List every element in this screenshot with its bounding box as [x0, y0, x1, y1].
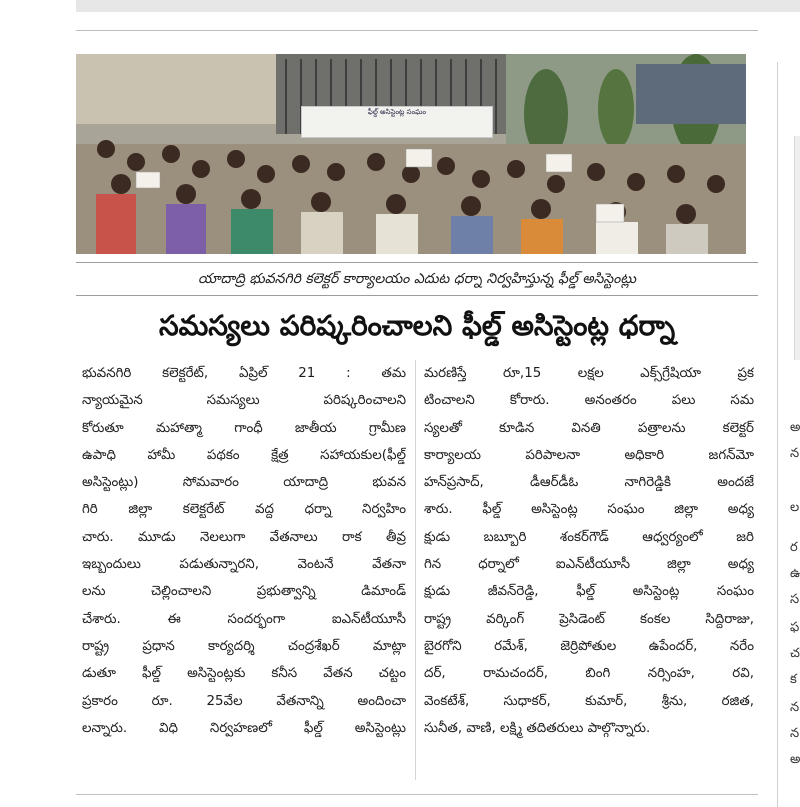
article-column-left	[82, 360, 406, 780]
adjacent-text-fragment: ఉ	[790, 566, 800, 581]
article-line: శారు. ఫీల్డ్ అసిస్టెంట్ల సంఘం జిల్లా అధ్య	[424, 502, 754, 518]
column-divider	[415, 360, 416, 780]
adjacent-text-fragment: న	[790, 446, 800, 461]
article-line: డుతూ ఫీల్డ్ అసిస్టెంట్లకు కనీస వేతన చట్టం	[82, 666, 406, 682]
article-line: దర్, రామచందర్, బింగి నర్సింహ, రవి,	[424, 666, 754, 682]
article-line: గిరి జిల్లా కలెక్టరేట్ వద్ద ధర్నా నిర్వహిం	[82, 502, 406, 518]
top-bar	[76, 0, 800, 12]
protest-banner: ఫీల్డ్ అసిస్టెంట్ల సంఘం	[301, 106, 493, 138]
article-line: క్షుడు బబ్బూరి శంకర్‌గౌడ్ ఆధ్వర్యంలో జరి	[424, 529, 754, 545]
adjacent-text-fragment: న	[790, 700, 800, 715]
adjacent-text-fragment: ల	[790, 500, 800, 515]
article-line: ఇబ్బందులు పడుతున్నారని, వెంటనే వేతనా	[82, 557, 406, 573]
adjacent-text-fragment: చ	[790, 646, 800, 661]
adjacent-text-fragment: ర	[790, 540, 798, 555]
article-line: హన్‌ప్రసాద్, డీఆర్‌డీఓ నాగిరెడ్డికి అందజే	[424, 475, 754, 491]
article-line: టించాలని కోరారు. అనంతరం పలు సమ	[424, 393, 754, 409]
article-line: రాష్ట్ర వర్కింగ్ ప్రెసిడెంట్ కంకల సిద్దిరాజు,	[424, 611, 754, 627]
article-line: చారు. మూడు నెలలుగా వేతనాలు రాక తీవ్ర	[82, 529, 406, 545]
bottom-divider	[76, 794, 758, 795]
article-line: క్షుడు జీవన్‌రెడ్డి, ఫీల్డ్ అసిస్టెంట్ల సంఘం	[424, 584, 754, 600]
article-line: అసిస్టెంట్లు) సోమవారం యాదాద్రి భువన	[82, 475, 406, 491]
article-line: గిన ధర్నాలో ఐఎన్‌టీయూసీ జిల్లా అధ్య	[424, 557, 754, 573]
article-line: ప్రకారం రూ. 25వేల వేతనాన్ని అందించా	[82, 693, 406, 709]
article-line: లన్నారు. విధి నిర్వహణలో ఫీల్డ్ అసిస్టెంట్లు	[82, 720, 406, 736]
article-line: చేశారు. ఈ సందర్భంగా ఐఎన్‌టీయూసీ	[82, 611, 406, 627]
protest-photo-illustration	[76, 54, 746, 254]
article-line: బైరగోని రమేశ్, జెర్రిపోతుల ఉపేందర్, నరేం	[424, 638, 754, 654]
protest-photo	[76, 54, 746, 254]
photo-caption: యాదాద్రి భువనగిరి కలెక్టర్ కార్యాలయం ఎదుట ధర్నా నిర్వహిస్తున్న ఫీల్డ్ అసిస్టెంట్లు	[76, 262, 758, 296]
adjacent-text-fragment: ఫ	[790, 620, 800, 635]
article-line: ఉపాధి హామీ పథకం క్షేత్ర సహాయకుల(ఫీల్డ్	[82, 447, 406, 463]
article-line: మరణిస్తే రూ,15 లక్షల ఎక్స్‌గ్రేషియా ప్రక	[424, 366, 754, 381]
article-line: కోరుతూ మహాత్మా గాంధీ జాతీయ గ్రామీణ	[82, 420, 406, 436]
article-line: కార్యాలయ పరిపాలనా అధికారి జగన్‌మో	[424, 447, 754, 463]
article-line: లను చెల్లించాలని ప్రభుత్వాన్ని డిమాండ్	[82, 584, 406, 600]
article-line: భువనగిరి కలెక్టరేట్, ఏప్రిల్ 21 : తమ	[82, 366, 406, 381]
article-column-right	[424, 360, 754, 780]
headline: సమస్యలు పరిష్కరించాలని ఫీల్డ్ అసిస్టెంట్ల ధర్నా	[158, 309, 676, 342]
article-line: వెంకటేశ్, సుధాకర్, కుమార్, శ్రీను, రజిత,	[424, 693, 754, 709]
adjacent-text-fragment: అ	[790, 420, 800, 435]
adjacent-text-fragment: స	[790, 592, 800, 607]
adjacent-text-fragment: న	[790, 726, 800, 741]
article-line: స్యలతో కూడిన వినతి పత్రాలను కలెక్టర్	[424, 420, 754, 436]
adjacent-text-fragment: క	[790, 672, 797, 687]
right-column-divider	[777, 62, 778, 807]
top-divider	[76, 30, 758, 31]
article-line: న్యాయమైన సమస్యలు పరిష్కరించాలని	[82, 393, 406, 409]
article-line: సునీత, వాణి, లక్ష్మి తదితరులు పాల్గొన్నారు.	[424, 720, 651, 736]
article-line: రాష్ట్ర ప్రధాన కార్యదర్శి చంద్రశేఖర్ మాట్లా	[82, 638, 406, 654]
adjacent-text-fragment: అ	[790, 752, 800, 767]
